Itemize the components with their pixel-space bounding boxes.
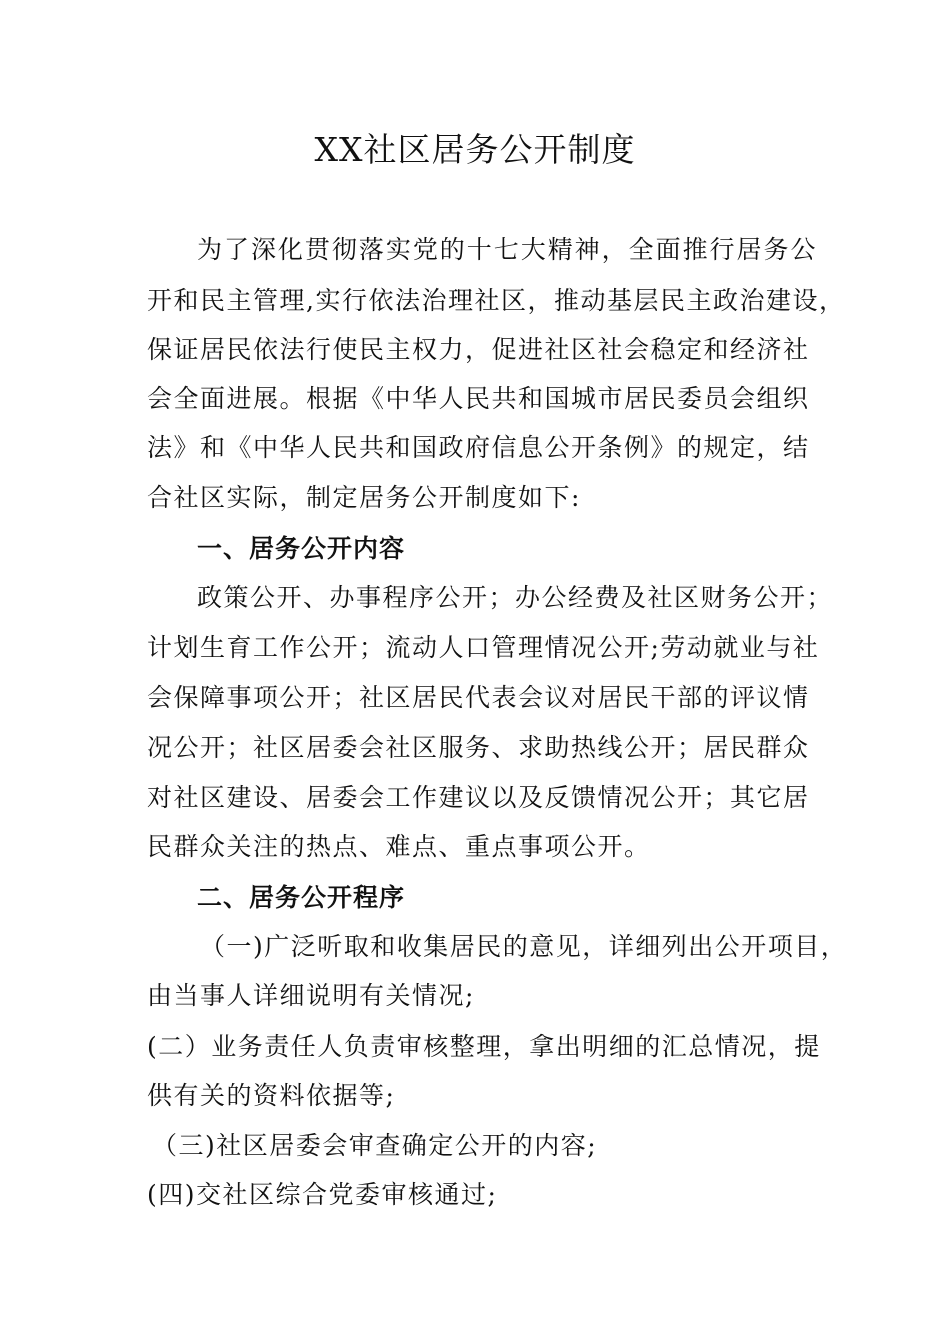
- section-line: 会保障事项公开；社区居民代表会议对居民干部的评议情: [147, 683, 810, 712]
- intro-line: 保证居民依法行使民主权力，促进社区社会稳定和经济社: [147, 335, 810, 364]
- section-line: 供有关的资料依据等;: [147, 1081, 396, 1110]
- section-line: 政策公开、办事程序公开；办公经费及社区财务公开；: [197, 583, 834, 612]
- section-line: 民群众关注的热点、难点、重点事项公开。: [147, 832, 651, 861]
- intro-line: 开和民主管理,实行依法治理社区，推动基层民主政治建设，: [147, 286, 846, 315]
- section-line: 计划生育工作公开；流动人口管理情况公开;劳动就业与社: [147, 633, 820, 662]
- section-line: 由当事人详细说明有关情况;: [147, 981, 475, 1010]
- section-line: (二）业务责任人负责审核整理，拿出明细的汇总情况，提: [147, 1032, 821, 1061]
- section-heading-procedure: 二、居务公开程序: [197, 883, 406, 912]
- section-line: （一)广泛听取和收集居民的意见，详细列出公开项目，: [200, 932, 848, 961]
- intro-line: 合社区实际，制定居务公开制度如下:: [147, 483, 581, 512]
- document-title: XX社区居务公开制度: [314, 130, 636, 169]
- section-line: （三)社区居委会审查确定公开的内容;: [152, 1131, 598, 1160]
- section-line: 况公开；社区居委会社区服务、求助热线公开；居民群众: [147, 733, 810, 762]
- intro-line: 会全面进展。根据《中华人民共和国城市居民委员会组织: [147, 384, 810, 413]
- intro-line: 为了深化贯彻落实党的十七大精神，全面推行居务公: [197, 235, 817, 264]
- intro-line: 法》和《中华人民共和国政府信息公开条例》的规定，结: [147, 433, 810, 462]
- section-heading-content: 一、居务公开内容: [197, 534, 406, 563]
- section-line: (四)交社区综合党委审核通过;: [147, 1180, 498, 1209]
- section-line: 对社区建设、居委会工作建议以及反馈情况公开；其它居: [147, 783, 810, 812]
